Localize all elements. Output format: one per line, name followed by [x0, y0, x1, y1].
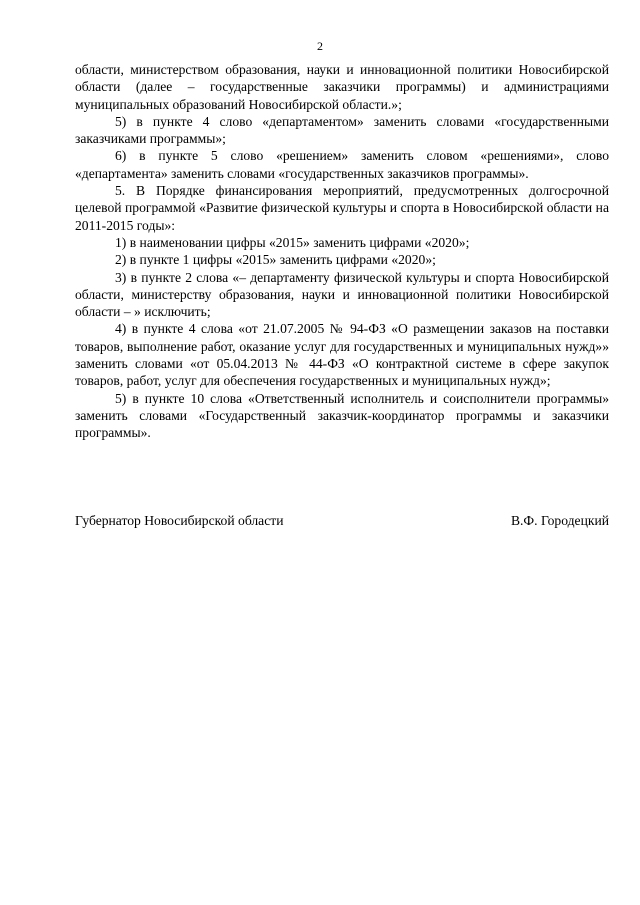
signatory-position: Губернатор Новосибирской области [75, 513, 284, 528]
document-body [75, 61, 609, 442]
paragraph-continuation: области, министерством образования, науки и инновационной политики Новосибирской области (далее – государственные заказчики программы) и администрациями муниципальных образований Новосибирской области.»; [75, 62, 609, 112]
paragraph-item-5: 5) в пункте 4 слово «департаментом» заменить словами «государственными заказчиками программы»; [75, 113, 609, 147]
paragraph-subitem-4: 4) в пункте 4 слова «от 21.07.2005 № 94-ФЗ «О размещении заказов на поставки товаров, выполнение работ, оказание услуг для государственных и муниципальных нужд»» заменить словами «от 05.04.2013 № 44-ФЗ «О контрактной системе в сфере закупок товаров, работ, услуг для обеспечения государственных и муниципальных нужд»; [75, 321, 609, 389]
paragraph-subitem-3: 3) в пункте 2 слова «– департаменту физической культуры и спорта Новосибирской области, министерству образования, науки и инновационной политики Новосибирской области – » исключить; [75, 269, 609, 320]
paragraph-subitem-1: 1) в наименовании цифры «2015» заменить цифрами «2020»; [115, 234, 470, 250]
paragraph-item-6: 6) в пункте 5 слово «решением» заменить словом «решениями», слово «департамента» заменить словами «государственных заказчиков программы». [75, 148, 609, 181]
paragraph-subitem-5: 5) в пункте 10 слова «Ответственный исполнитель и соисполнители программы» заменить словами «Государственный заказчик-координатор программы и заказчики программы». [75, 390, 609, 441]
page-number: 2 [317, 39, 323, 53]
signature-block [75, 512, 609, 529]
paragraph-subitem-2: 2) в пункте 1 цифры «2015» заменить цифрами «2020»; [115, 252, 436, 268]
signatory-name: В.Ф. Городецкий [510, 513, 609, 528]
paragraph-section-5: 5. В Порядке финансирования мероприятий, предусмотренных долгосрочной целевой программой «Развитие физической культуры и спорта в Новосибирской области на 2011-2015 годы»: [75, 183, 609, 233]
